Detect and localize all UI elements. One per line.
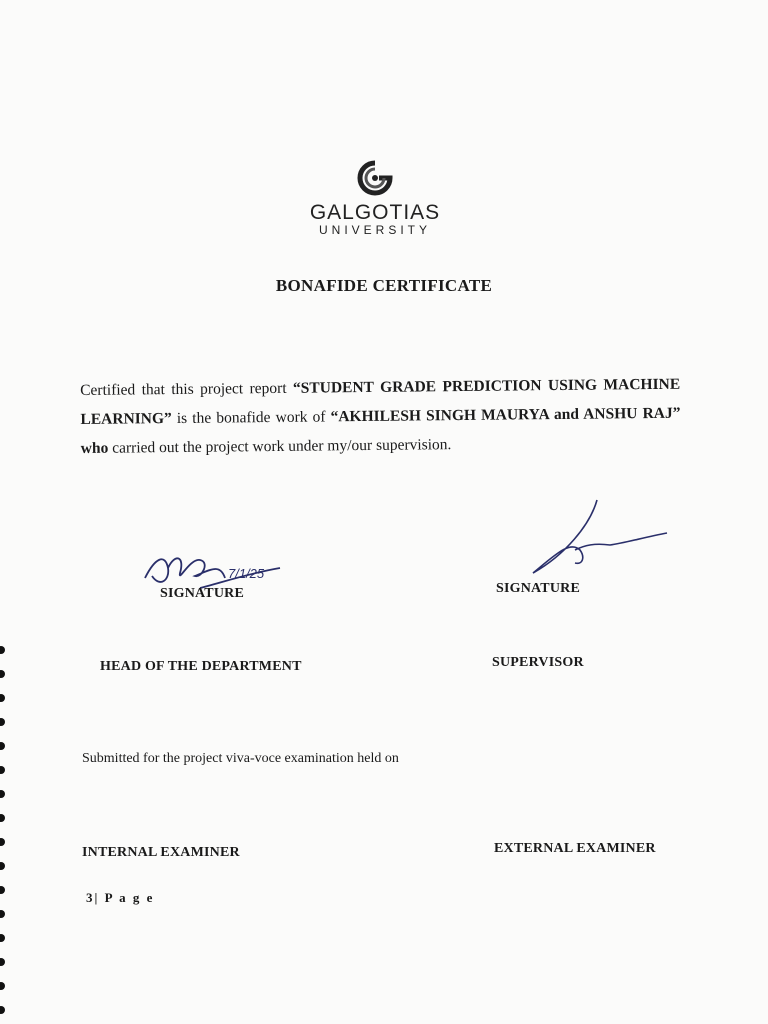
cert-text-3: carried out the project work under my/our supervision. — [108, 436, 452, 457]
binding-hole — [0, 838, 5, 846]
page-number-value: 3 — [86, 890, 95, 905]
page-title: BONAFIDE CERTIFICATE — [275, 276, 493, 295]
binding-hole — [0, 766, 5, 774]
logo-subtitle: UNIVERSITY — [318, 223, 431, 237]
supervisor-signature-image — [525, 495, 675, 580]
supervisor-role: SUPERVISOR — [492, 655, 584, 670]
binding-hole — [0, 670, 5, 678]
binding-hole — [0, 814, 5, 822]
binding-hole — [0, 958, 5, 966]
binding-hole — [0, 982, 5, 990]
university-logo — [290, 160, 460, 236]
binding-hole — [0, 886, 5, 894]
binding-hole — [0, 934, 5, 942]
binding-hole — [0, 1006, 5, 1014]
cert-text-1: Certified that this project report — [80, 379, 294, 399]
binding-hole — [0, 718, 5, 726]
external-examiner-label: EXTERNAL EXAMINER — [494, 841, 656, 856]
page-number — [86, 890, 154, 906]
page-word: | P a g e — [94, 890, 155, 905]
binding-hole — [0, 742, 5, 750]
project-title: “STUDENT GRADE PREDICTION USING MACHINE LEARNING” — [80, 375, 681, 428]
logo-name: GALGOTIAS — [309, 201, 441, 224]
supervisor-signature-label: SIGNATURE — [496, 581, 581, 596]
binding-hole — [0, 694, 5, 702]
binding-hole — [0, 790, 5, 798]
galgotias-g-logo-icon — [355, 160, 395, 196]
signature-date: 7/1/25 — [228, 566, 265, 581]
hod-role: HEAD OF THE DEPARTMENT — [100, 659, 302, 674]
binding-hole — [0, 862, 5, 870]
certificate-paragraph — [80, 370, 681, 463]
internal-examiner-label: INTERNAL EXAMINER — [82, 845, 240, 860]
binding-hole — [0, 910, 5, 918]
cert-text-2: is the bonafide work of — [171, 408, 331, 428]
student-names: “AKHILESH SINGH MAURYA and ANSHU RAJ” who — [80, 404, 681, 457]
hod-signature-label: SIGNATURE — [160, 586, 245, 601]
binding-hole — [0, 646, 5, 654]
submission-text: Submitted for the project viva-voce examination held on — [82, 751, 399, 766]
